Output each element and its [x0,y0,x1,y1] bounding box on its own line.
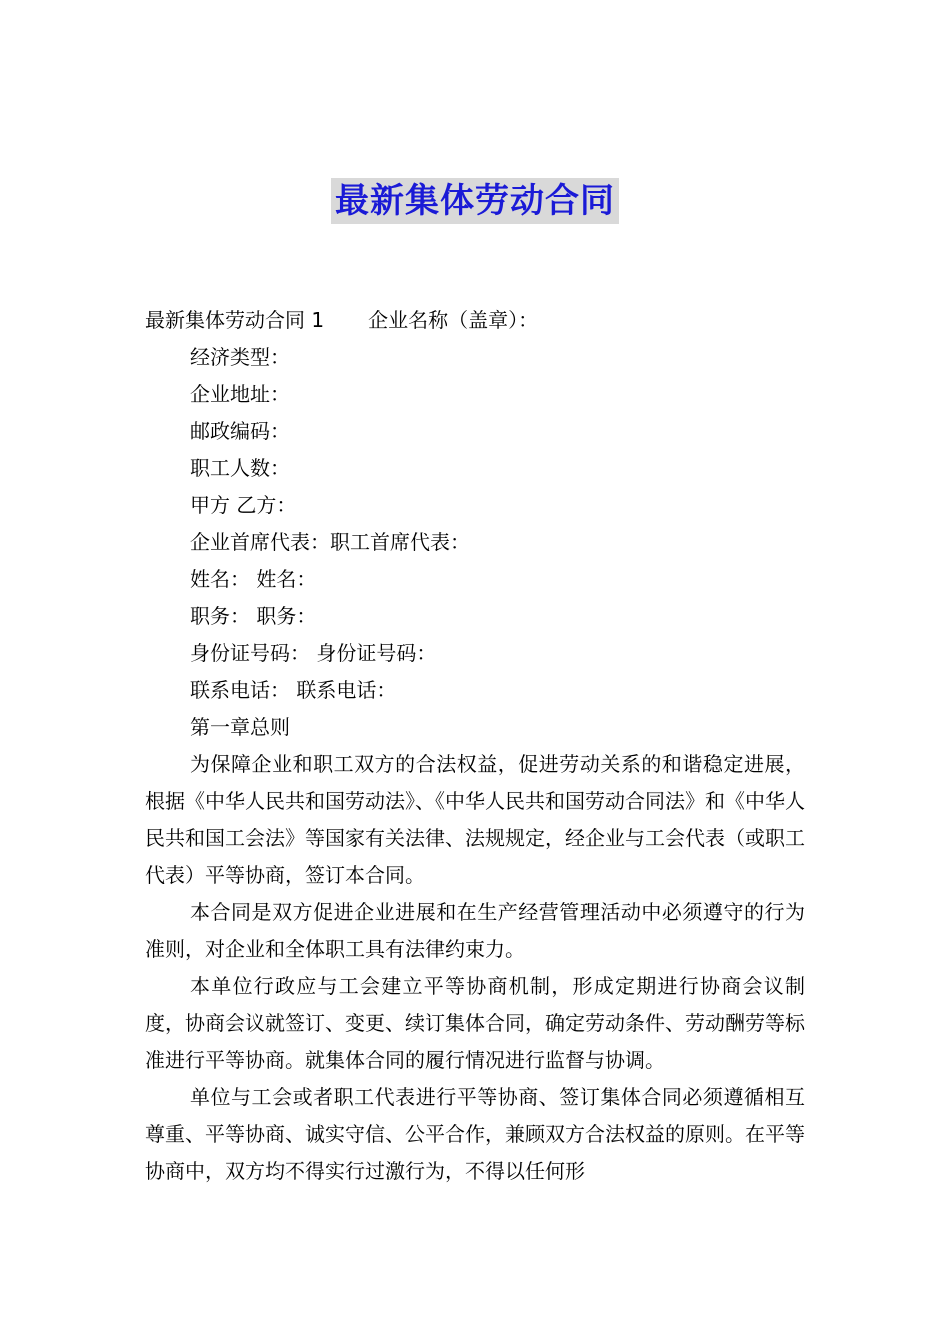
title-container [0,178,950,224]
paragraph-1: 为保障企业和职工双方的合法权益，促进劳动关系的和谐稳定进展，根据《中华人民共和国劳动法》、《中华人民共和国劳动合同法》和《中华人民共和国工会法》等国家有关法律、法规规定，经企业与工会代表（或职工代表）平等协商，签订本合同。 [145,752,805,887]
document-body [145,302,805,1190]
paragraph-3: 本单位行政应与工会建立平等协商机制，形成定期进行协商会议制度，协商会议就签订、变更、续订集体合同，确定劳动条件、劳动酬劳等标准进行平等协商。就集体合同的履行情况进行监督与协调。 [145,974,805,1072]
field-company-address: 企业地址： [190,382,290,406]
field-economic-type: 经济类型： [190,345,290,369]
company-name-field: 企业名称（盖章）： [368,308,539,332]
field-id-numbers: 身份证号码： 身份证号码： [190,641,437,665]
paragraph-2: 本合同是双方促进企业进展和在生产经营管理活动中必须遵守的行为准则，对企业和全体职工具有法律约束力。 [145,900,805,961]
paragraph-4: 单位与工会或者职工代表进行平等协商、签订集体合同必须遵循相互尊重、平等协商、诚实守信、公平合作，兼顾双方合法权益的原则。在平等协商中，双方均不得实行过激行为，不得以任何形 [145,1085,805,1183]
field-chief-representatives: 企业首席代表：职工首席代表： [190,530,470,554]
header-left-text: 最新集体劳动合同 1 [145,308,325,332]
field-positions: 职务： 职务： [190,604,317,628]
chapter-heading: 第一章总则 [190,715,290,739]
field-postal-code: 邮政编码： [190,419,290,443]
header-line [145,302,805,339]
document-title: 最新集体劳动合同 [331,178,619,224]
field-employee-count: 职工人数： [190,456,290,480]
field-party-a-b: 甲方 乙方： [190,493,297,517]
field-names: 姓名： 姓名： [190,567,317,591]
field-phones: 联系电话： 联系电话： [190,678,397,702]
